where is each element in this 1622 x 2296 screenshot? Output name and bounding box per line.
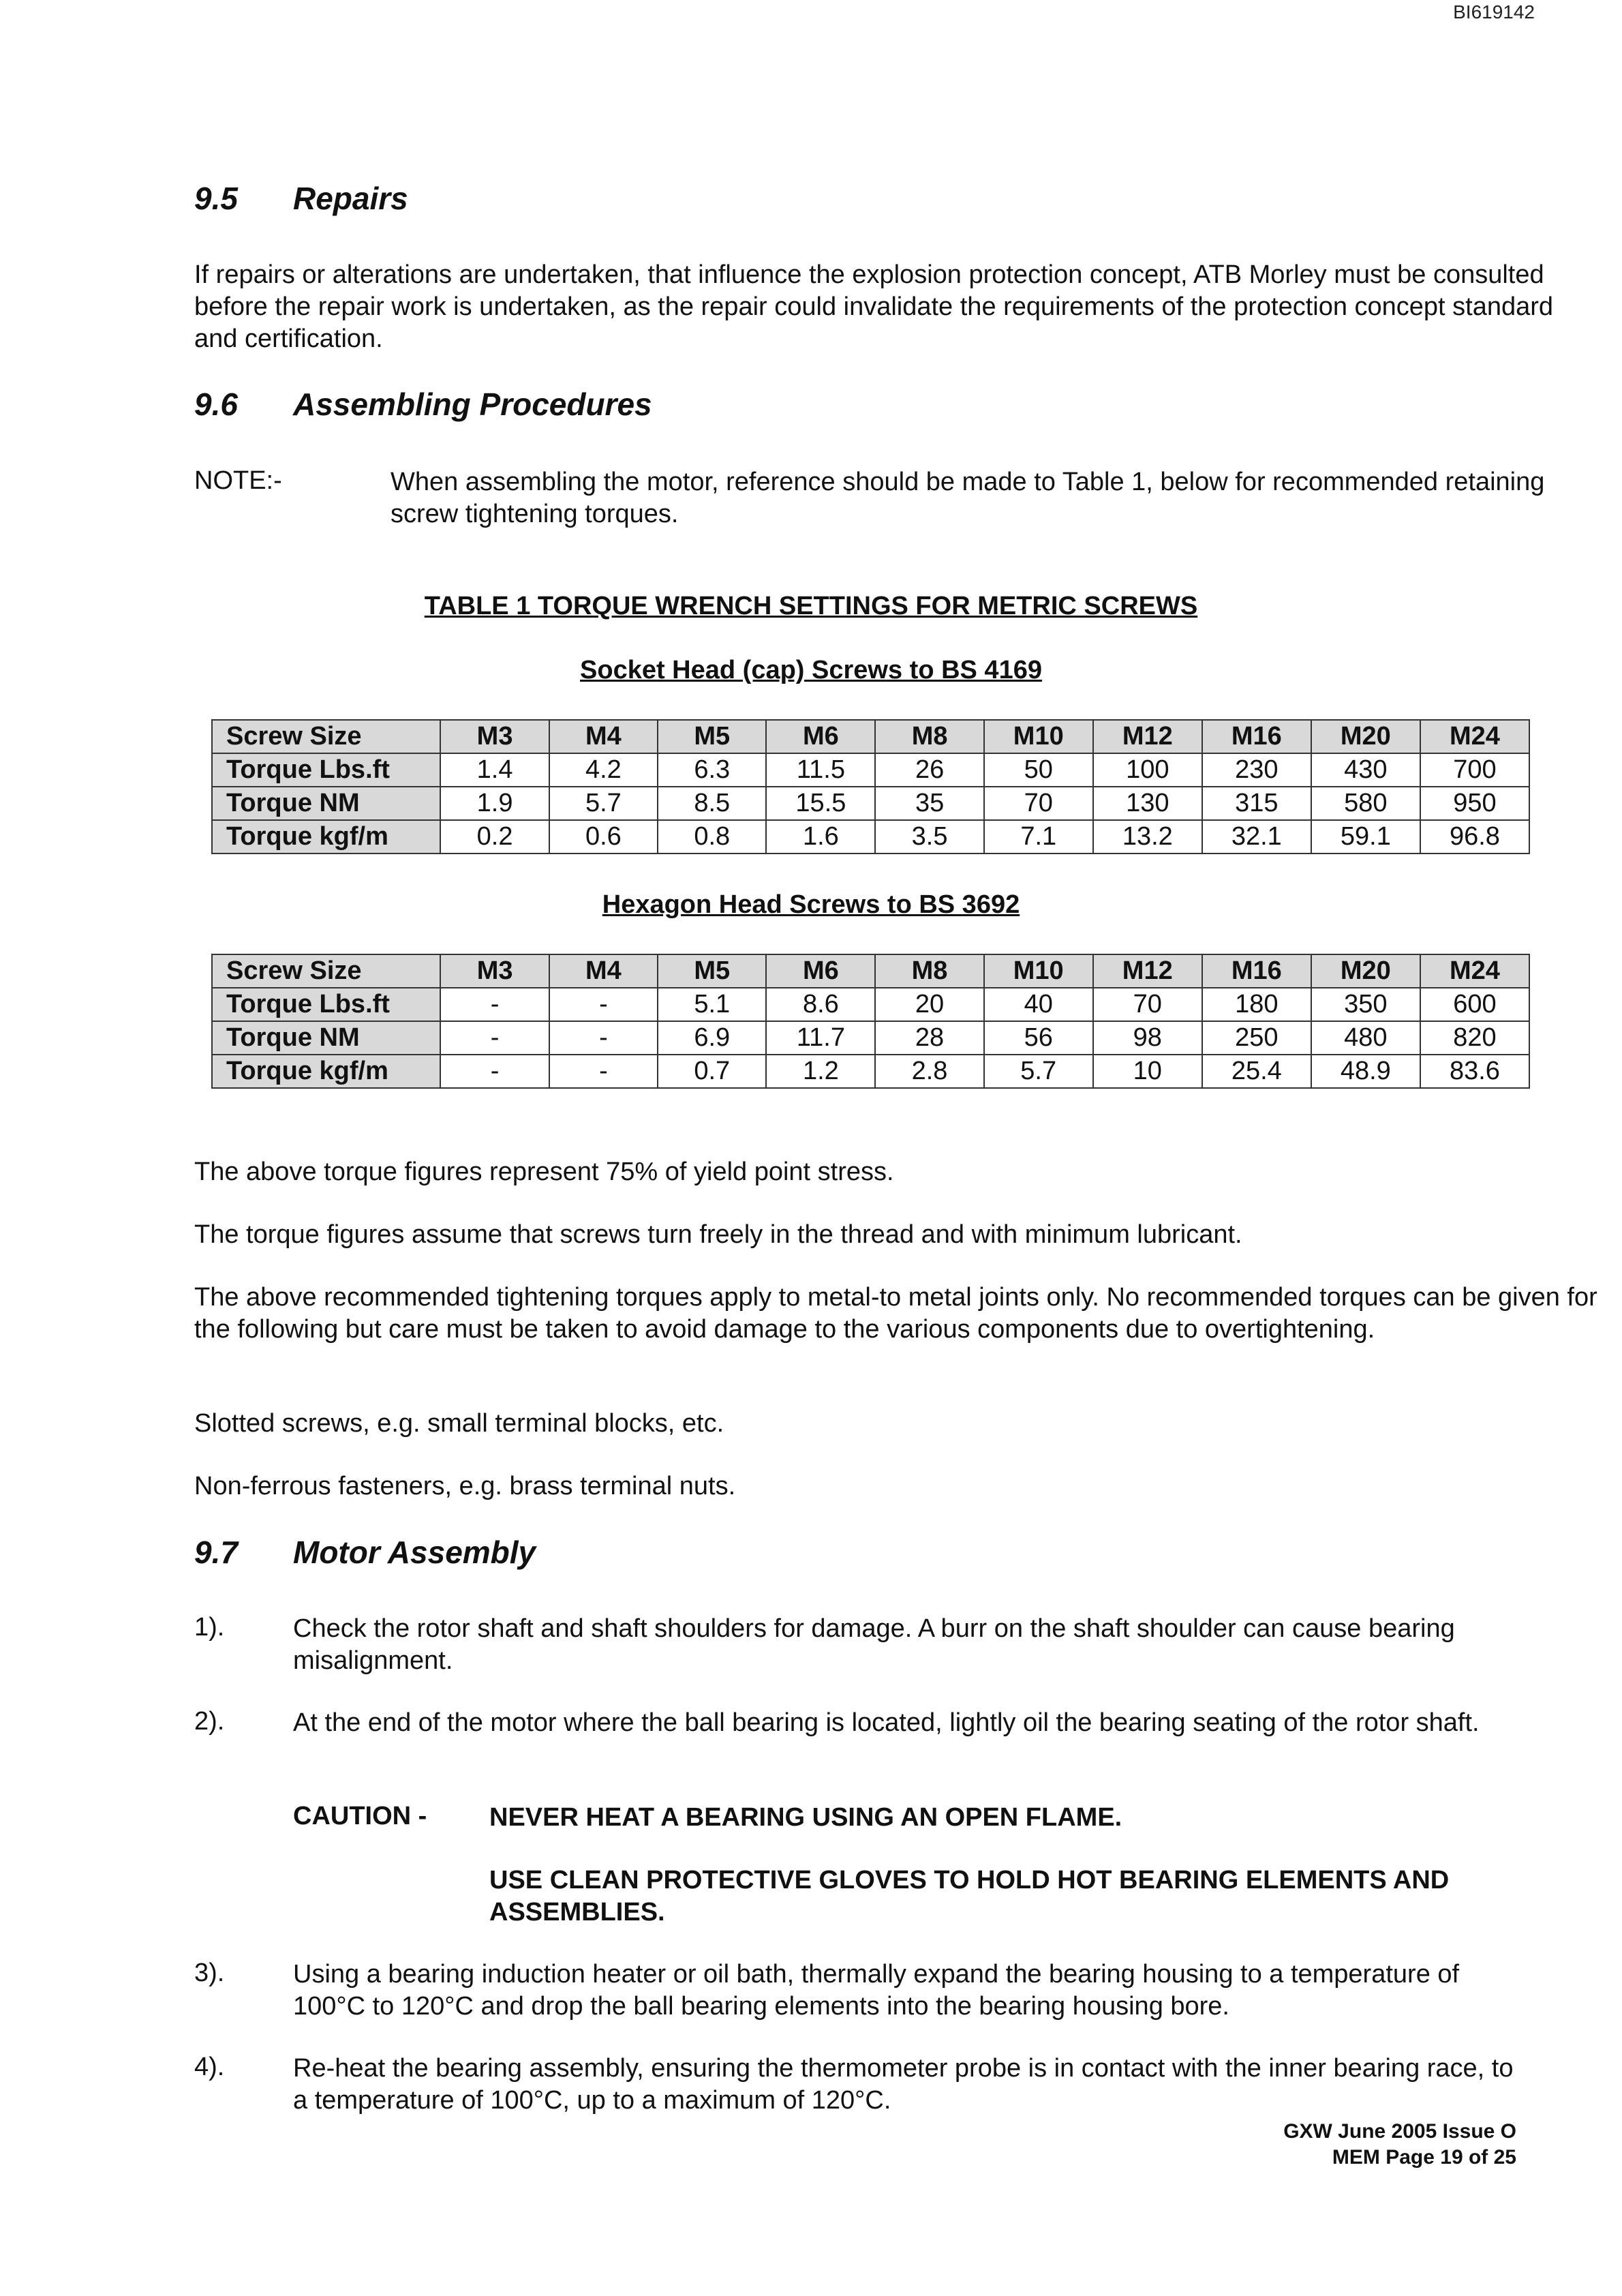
table-cell: 1.2 [766, 1055, 875, 1088]
table-cell: 6.9 [658, 1021, 766, 1055]
table-cell: 3.5 [875, 820, 983, 854]
caution-label: CAUTION - [293, 1802, 427, 1830]
table-title: TABLE 1 TORQUE WRENCH SETTINGS FOR METRIC SCREWS [424, 592, 1198, 620]
table-row [212, 720, 1529, 753]
table2-caption: Hexagon Head Screws to BS 3692 [602, 890, 1020, 919]
table-cell: 0.7 [658, 1055, 766, 1088]
list-item-number: 1). [194, 1613, 225, 1642]
table-cell: 70 [1093, 988, 1202, 1021]
table-cell: 100 [1093, 753, 1202, 787]
table-row [212, 820, 1529, 854]
row-header-cell: Torque Lbs.ft [212, 753, 440, 787]
table-cell: M20 [1311, 954, 1420, 988]
footer-issue: GXW June 2005 Issue O [1283, 2120, 1516, 2143]
section-number: 9.6 [194, 387, 238, 422]
list-item-text: At the end of the motor where the ball bearing is located, lightly oil the bearing seating of the rotor shaft. [293, 1708, 1480, 1737]
table-cell: 13.2 [1093, 820, 1202, 854]
table-cell: 28 [875, 1021, 983, 1055]
list-item-text: Using a bearing induction heater or oil bath, thermally expand the bearing housing to a temperature of 100°C to 120°C and drop the ball bearing elements into the bearing housing bore. [293, 1960, 1460, 2021]
list-item-number: 3). [194, 1959, 225, 1987]
table-cell: 350 [1311, 988, 1420, 1021]
table-cell: 315 [1202, 787, 1311, 820]
row-header-cell: Torque kgf/m [212, 1055, 440, 1088]
table-cell: M16 [1202, 720, 1311, 753]
table-row [212, 753, 1529, 787]
table-cell: M5 [658, 720, 766, 753]
repairs-paragraph: If repairs or alterations are undertaken, that influence the explosion protection concept, ATB Morley must be consulted before the repair work is undertaken, as the repair could invalidate the requirements of the protection concept standard and certification. [194, 260, 1554, 353]
note-slotted-screws: Slotted screws, e.g. small terminal blocks, etc. [194, 1409, 724, 1438]
table-cell: M12 [1093, 954, 1202, 988]
table-cell: M20 [1311, 720, 1420, 753]
table-cell: 1.6 [766, 820, 875, 854]
section-heading-9-7 [194, 1534, 1012, 1575]
table-cell: 0.6 [549, 820, 658, 854]
table-cell: - [440, 988, 549, 1021]
table-cell: 7.1 [984, 820, 1093, 854]
table-cell: 8.5 [658, 787, 766, 820]
table-row [212, 787, 1529, 820]
table-cell: 98 [1093, 1021, 1202, 1055]
note-lubricant: The torque figures assume that screws turn freely in the thread and with minimum lubricant. [194, 1220, 1242, 1249]
table-cell: 11.7 [766, 1021, 875, 1055]
footer-page-number: MEM Page 19 of 25 [1332, 2146, 1516, 2169]
row-header-cell: Torque NM [212, 787, 440, 820]
table-cell: M24 [1420, 720, 1529, 753]
table-row [212, 988, 1529, 1021]
table-cell: - [440, 1021, 549, 1055]
table-cell: 700 [1420, 753, 1529, 787]
table-cell: M3 [440, 954, 549, 988]
table-cell: - [440, 1055, 549, 1088]
note-yield-stress: The above torque figures represent 75% of yield point stress. [194, 1158, 894, 1186]
table-cell: 56 [984, 1021, 1093, 1055]
table-cell: 32.1 [1202, 820, 1311, 854]
table-cell: M4 [549, 720, 658, 753]
table-cell: M8 [875, 954, 983, 988]
section-title: Repairs [293, 181, 408, 216]
table-cell: M3 [440, 720, 549, 753]
note-metal-joints: The above recommended tightening torques apply to metal-to metal joints only. No recommended torques can be given for the following but care must be taken to avoid damage to the various components due to overtightening. [194, 1283, 1597, 1344]
section-heading-9-6 [194, 386, 1012, 427]
page-footer [1283, 2119, 1516, 2171]
list-item-number: 2). [194, 1707, 225, 1736]
table-cell: 950 [1420, 787, 1529, 820]
table-cell: 5.7 [549, 787, 658, 820]
caution-open-flame: NEVER HEAT A BEARING USING AN OPEN FLAME. [489, 1803, 1122, 1832]
table-cell: 15.5 [766, 787, 875, 820]
table-cell: M24 [1420, 954, 1529, 988]
list-item-text: Re-heat the bearing assembly, ensuring the thermometer probe is in contact with the inner bearing race, to a temperature of 100°C, up to a maximum of 120°C. [293, 2054, 1514, 2115]
table-cell: M10 [984, 954, 1093, 988]
table-cell: M8 [875, 720, 983, 753]
row-header-cell: Screw Size [212, 720, 440, 753]
table-cell: - [549, 988, 658, 1021]
table-cell: 83.6 [1420, 1055, 1529, 1088]
table-cell: 59.1 [1311, 820, 1420, 854]
table-cell: 250 [1202, 1021, 1311, 1055]
table-cell: 35 [875, 787, 983, 820]
table-cell: 50 [984, 753, 1093, 787]
table-cell: - [549, 1021, 658, 1055]
table-row [212, 954, 1529, 988]
table-cell: 480 [1311, 1021, 1420, 1055]
table-cell: 20 [875, 988, 983, 1021]
section-title: Assembling Procedures [293, 387, 652, 422]
table-cell: 6.3 [658, 753, 766, 787]
table-cell: 11.5 [766, 753, 875, 787]
table-cell: 180 [1202, 988, 1311, 1021]
table-cell: - [549, 1055, 658, 1088]
table-cell: 1.9 [440, 787, 549, 820]
table-cell: 4.2 [549, 753, 658, 787]
row-header-cell: Torque NM [212, 1021, 440, 1055]
section-heading-9-5 [194, 180, 1012, 221]
row-header-cell: Torque Lbs.ft [212, 988, 440, 1021]
section-title: Motor Assembly [293, 1535, 536, 1570]
table-cell: M6 [766, 954, 875, 988]
table-cell: M5 [658, 954, 766, 988]
hexagon-head-torque-table [211, 954, 1530, 1089]
section-number: 9.7 [194, 1535, 238, 1570]
table-cell: 130 [1093, 787, 1202, 820]
note-label: NOTE:- [194, 466, 282, 495]
table-cell: M6 [766, 720, 875, 753]
table-cell: 2.8 [875, 1055, 983, 1088]
table-cell: 26 [875, 753, 983, 787]
table-cell: 5.7 [984, 1055, 1093, 1088]
table-cell: 430 [1311, 753, 1420, 787]
section-number: 9.5 [194, 181, 238, 216]
table-cell: 1.4 [440, 753, 549, 787]
table-cell: M10 [984, 720, 1093, 753]
caution-protective-gloves: USE CLEAN PROTECTIVE GLOVES TO HOLD HOT BEARING ELEMENTS AND ASSEMBLIES. [489, 1866, 1450, 1927]
table-cell: 230 [1202, 753, 1311, 787]
table-cell: 96.8 [1420, 820, 1529, 854]
table-cell: 0.8 [658, 820, 766, 854]
table-row [212, 1055, 1529, 1088]
table-cell: 40 [984, 988, 1093, 1021]
table-cell: 25.4 [1202, 1055, 1311, 1088]
note-text: When assembling the motor, reference should be made to Table 1, below for recommended retaining screw tightening torques. [391, 468, 1545, 528]
table-row [212, 1021, 1529, 1055]
table1-caption: Socket Head (cap) Screws to BS 4169 [580, 656, 1042, 684]
table-cell: 8.6 [766, 988, 875, 1021]
table-cell: M4 [549, 954, 658, 988]
table-cell: 580 [1311, 787, 1420, 820]
table-cell: 5.1 [658, 988, 766, 1021]
table-cell: 48.9 [1311, 1055, 1420, 1088]
table-cell: 0.2 [440, 820, 549, 854]
table-cell: 70 [984, 787, 1093, 820]
document-id: BI619142 [1453, 1, 1535, 22]
table-cell: 600 [1420, 988, 1529, 1021]
table-cell: M16 [1202, 954, 1311, 988]
row-header-cell: Screw Size [212, 954, 440, 988]
list-item-number: 4). [194, 2053, 225, 2081]
table-cell: 10 [1093, 1055, 1202, 1088]
note-non-ferrous: Non-ferrous fasteners, e.g. brass terminal nuts. [194, 1472, 736, 1500]
socket-head-torque-table [211, 719, 1530, 854]
table-cell: M12 [1093, 720, 1202, 753]
table-cell: 820 [1420, 1021, 1529, 1055]
row-header-cell: Torque kgf/m [212, 820, 440, 854]
list-item-text: Check the rotor shaft and shaft shoulders for damage. A burr on the shaft shoulder can cause bearing misalignment. [293, 1614, 1455, 1675]
